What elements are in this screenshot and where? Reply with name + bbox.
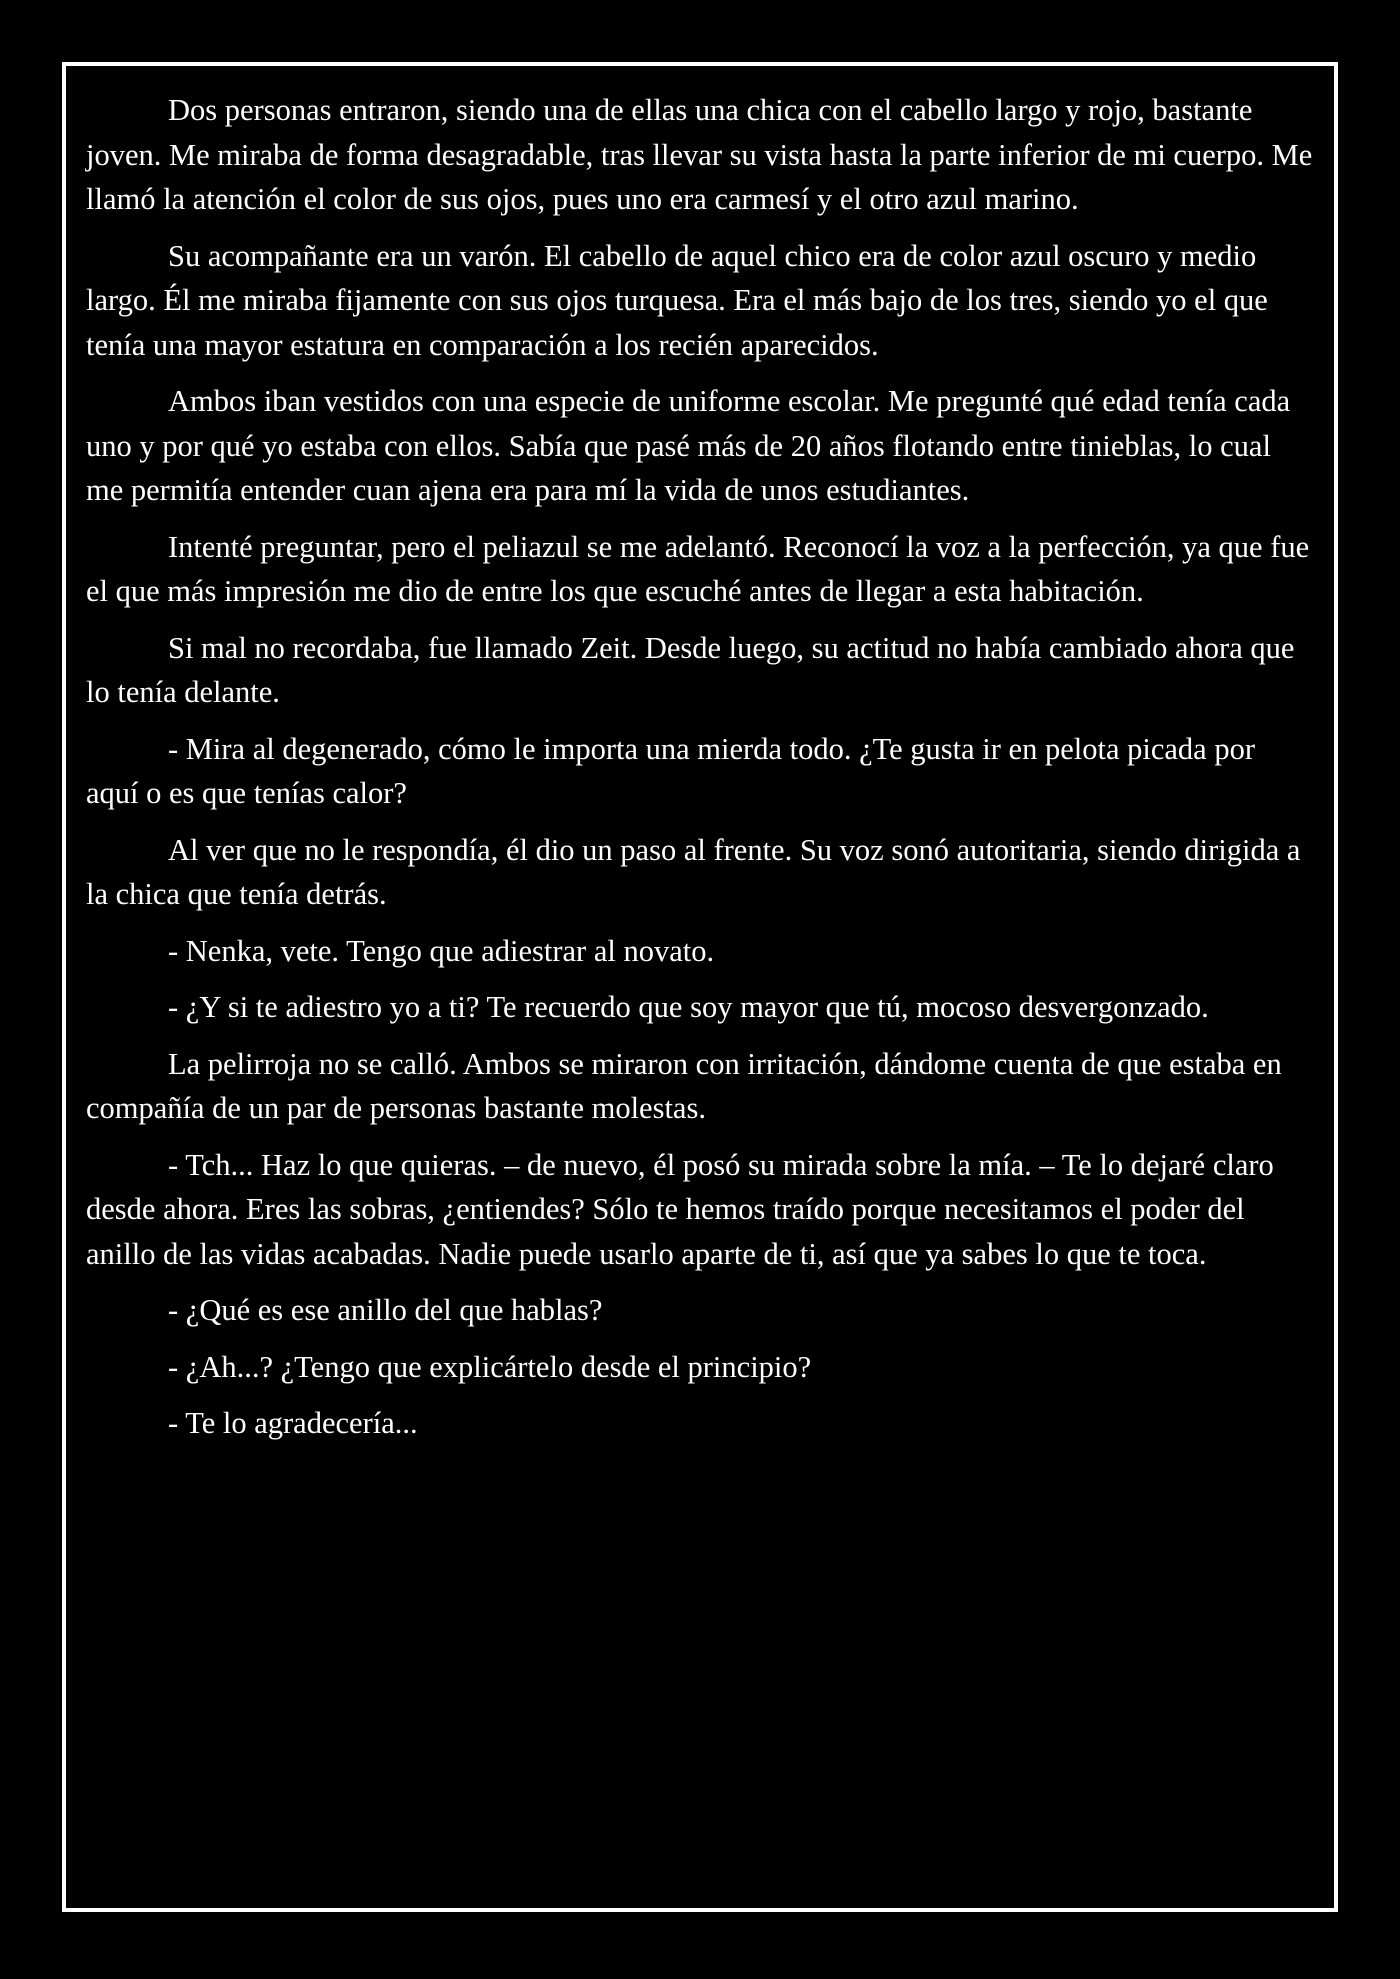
page-frame [62,62,1338,1912]
document-body [86,88,1314,1458]
paragraph: - ¿Y si te adiestro yo a ti? Te recuerdo que soy mayor que tú, mocoso desvergonzado. [168,990,1209,1024]
paragraph: Si mal no recordaba, fue llamado Zeit. Desde luego, su actitud no había cambiado ahora que lo tenía delante. [86,630,1295,709]
paragraph: - ¿Ah...? ¿Tengo que explicártelo desde el principio? [168,1349,812,1384]
paragraph: - Nenka, vete. Tengo que adiestrar al novato. [168,933,715,968]
paragraph: - ¿Qué es ese anillo del que hablas? [168,1293,603,1327]
paragraph: Ambos iban vestidos con una especie de uniforme escolar. Me pregunté qué edad tenía cada uno y por qué yo estaba con ellos. Sabía que pasé más de 20 años flotando entre tinieblas, lo cual me permitía entender cuan ajena era para mí la vida de unos estudiantes. [86,384,1291,507]
paragraph: La pelirroja no se calló. Ambos se miraron con irritación, dándome cuenta de que estaba en compañía de un par de personas bastante molestas. [86,1046,1282,1125]
paragraph: - Te lo agradecería... [168,1406,418,1440]
paragraph: Intenté preguntar, pero el peliazul se me adelantó. Reconocí la voz a la perfección, ya que fue el que más impresión me dio de entre los que escuché antes de llegar a esta habitación. [86,529,1310,608]
paragraph: - Tch... Haz lo que quieras. – de nuevo, él posó su mirada sobre la mía. – Te lo dejaré claro desde ahora. Eres las sobras, ¿entiendes? Sólo te hemos traído porque necesitamos el poder del anillo de las vidas acabadas. Nadie puede usarlo aparte de ti, así que ya sabes lo que te toca. [86,1147,1274,1271]
paragraph: Su acompañante era un varón. El cabello de aquel chico era de color azul oscuro y medio largo. Él me miraba fijamente con sus ojos turquesa. Era el más bajo de los tres, siendo yo el que tenía una mayor estatura en comparación a los recién aparecidos. [86,238,1268,362]
paragraph: Dos personas entraron, siendo una de ellas una chica con el cabello largo y rojo, bastante joven. Me miraba de forma desagradable, tras llevar su vista hasta la parte inferior de mi cuerpo. Me llamó la atención el color de sus ojos, pues uno era carmesí y el otro azul marino. [86,93,1313,216]
paragraph: - Mira al degenerado, cómo le importa una mierda todo. ¿Te gusta ir en pelota picada por aquí o es que tenías calor? [86,731,1255,810]
paragraph: Al ver que no le respondía, él dio un paso al frente. Su voz sonó autoritaria, siendo dirigida a la chica que tenía detrás. [86,832,1301,911]
